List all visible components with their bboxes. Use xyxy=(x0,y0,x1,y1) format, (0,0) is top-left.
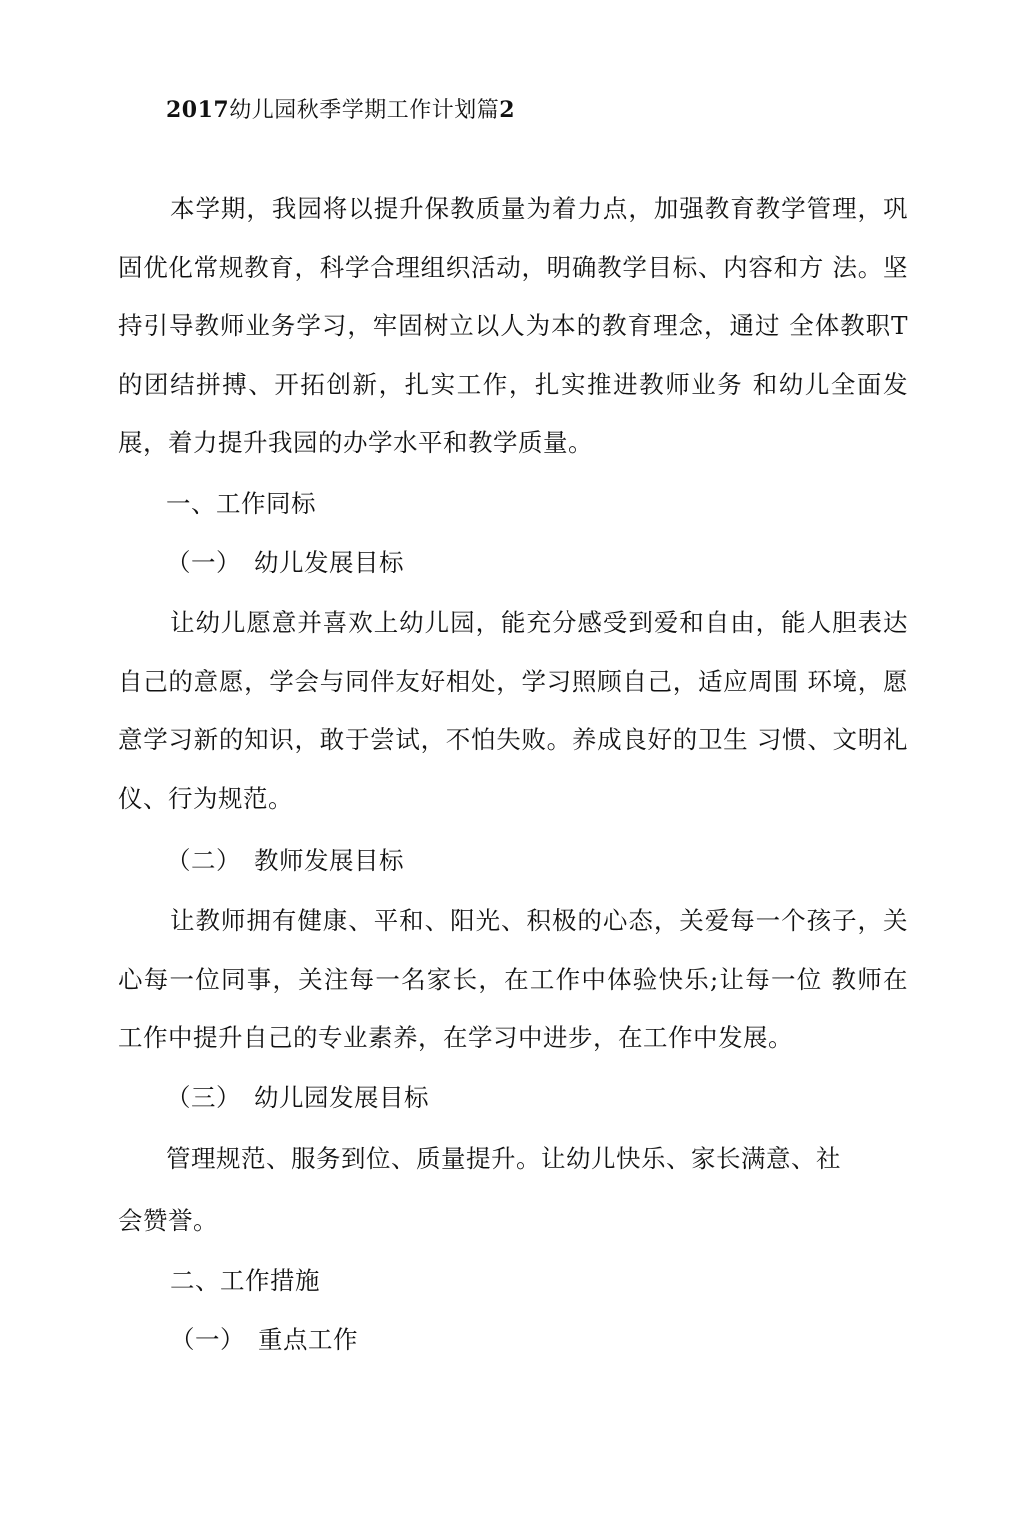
subheading-teacher-goals xyxy=(166,843,404,879)
subheading-label: 幼儿园发展目标 xyxy=(254,1083,429,1112)
title-year: 2017 xyxy=(166,97,230,123)
subheading-child-goals xyxy=(166,545,404,581)
subheading-label: 重点工作 xyxy=(258,1325,358,1354)
subheading-number: （二） xyxy=(166,846,241,875)
title-number: 2 xyxy=(499,97,516,123)
intro-paragraph: 本学期，我园将以提升保教质量为着力点，加强教育教学管理，巩固优化常规教育，科学合理组织活动，明确教学目标、内容和方 法。坚持引导教师业务学习，牢固树立以人为本的教育理念，通过 全体教职T的团结拼搏、开拓创新，扎实工作，扎实推进教师业务 和幼儿全面发展，着力提升我园的办学水平和教学质量。 xyxy=(118,194,908,457)
subheading-label: 幼儿发展目标 xyxy=(254,548,404,577)
subheading-label: 教师发展目标 xyxy=(254,846,404,875)
subheading-number: （三） xyxy=(166,1083,241,1112)
subheading-kindergarten-goals xyxy=(166,1080,429,1116)
section-heading-goals: 一、工作同标 xyxy=(166,489,316,518)
child-goals-paragraph: 让幼儿愿意并喜欢上幼儿园，能充分感受到爱和自由，能人胆表达自己的意愿，学会与同伴友好相处，学习照顾自己，适应周围 环境，愿意学习新的知识，敢于尝试，不怕失败。养成良好的卫生 习惯、文明礼仪、行为规范。 xyxy=(118,608,908,813)
kindergarten-goals-line-2: 会赞誉。 xyxy=(118,1206,218,1235)
kindergarten-goals-line-1: 管理规范、服务到位、质量提升。让幼儿快乐、家长满意、社 xyxy=(166,1144,841,1173)
document-title xyxy=(166,92,515,129)
subheading-number: （一） xyxy=(170,1325,245,1354)
teacher-goals-paragraph: 让教师拥有健康、平和、阳光、积极的心态，关爱每一个孩子，关心每一位同事，关注每一名家长，在工作中体验快乐;让每一位 教师在工作中提升自己的专业素养，在学习中进步，在工作中发展。 xyxy=(118,906,908,1052)
title-text: 幼儿园秋季学期工作计划篇 xyxy=(229,98,500,123)
section-heading-measures: 二、工作措施 xyxy=(170,1266,320,1295)
subheading-number: （一） xyxy=(166,548,241,577)
subheading-key-work xyxy=(170,1322,358,1358)
